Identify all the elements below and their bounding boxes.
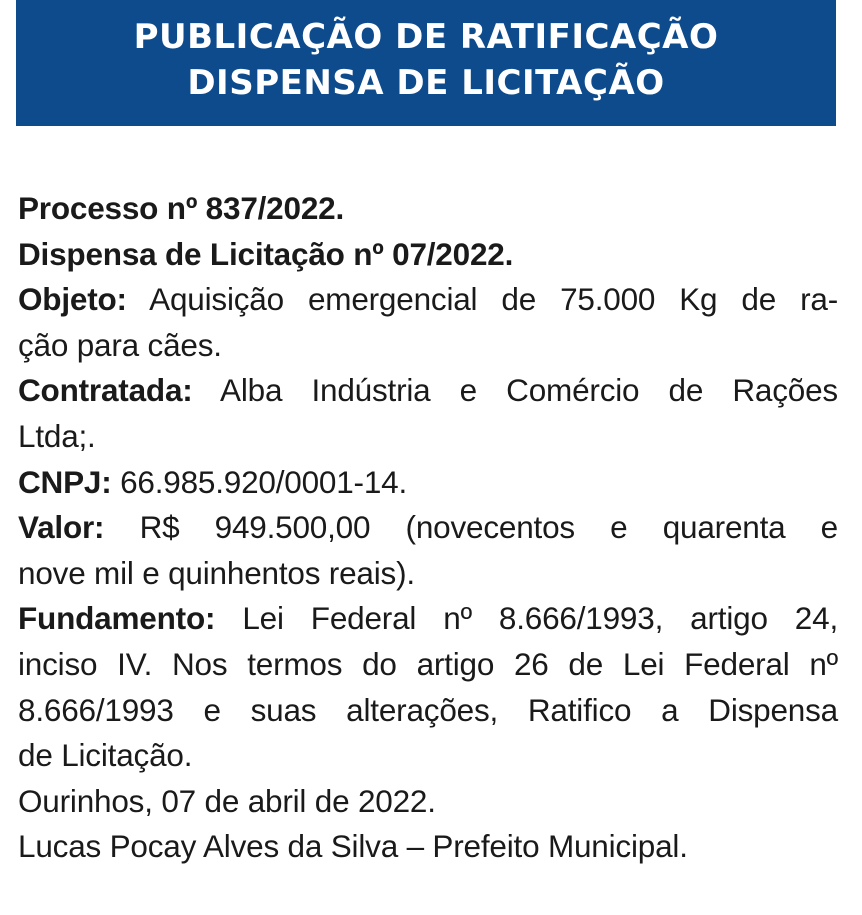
fundamento-text-1: Lei Federal nº 8.666/1993, artigo 24,: [215, 600, 838, 637]
contratada-line-1: [18, 368, 838, 414]
local-data-line: Ourinhos, 07 de abril de 2022.: [18, 782, 436, 819]
valor-text-1: R$ 949.500,00 (novecentos e quarenta e: [104, 509, 838, 546]
header-title-line-2: DISPENSA DE LICITAÇÃO: [187, 63, 665, 103]
assinatura-line: Lucas Pocay Alves da Silva – Prefeito Municipal.: [18, 828, 688, 865]
publication-header: [16, 0, 836, 126]
header-title-line-1: PUBLICAÇÃO DE RATIFICAÇÃO: [133, 17, 719, 57]
dispensa-line: Dispensa de Licitação nº 07/2022.: [18, 235, 514, 272]
fundamento-line-1: [18, 596, 838, 642]
cnpj-value: 66.985.920/0001-14.: [111, 463, 408, 500]
valor-label: Valor:: [18, 509, 105, 546]
cnpj-line: [18, 460, 838, 506]
cnpj-label: CNPJ:: [18, 463, 112, 500]
publication-body: [18, 186, 838, 870]
fundamento-line-2: inciso IV. Nos termos do artigo 26 de Lei Federal nº: [18, 645, 838, 682]
objeto-line-2: ção para cães.: [18, 326, 222, 363]
fundamento-label: Fundamento:: [18, 600, 216, 637]
objeto-text-1: Aquisição emergencial de 75.000 Kg de ra-: [126, 281, 838, 318]
valor-line-2: nove mil e quinhentos reais).: [18, 554, 415, 591]
fundamento-line-3: 8.666/1993 e suas alterações, Ratifico a Dispensa: [18, 691, 838, 728]
contratada-text-1: Alba Indústria e Comércio de Rações: [192, 372, 838, 409]
fundamento-line-4: de Licitação.: [18, 737, 193, 774]
processo-line: Processo nº 837/2022.: [18, 190, 345, 226]
objeto-label: Objeto:: [18, 281, 127, 318]
valor-line-1: [18, 505, 838, 551]
contratada-line-2: Ltda;.: [18, 417, 96, 454]
contratada-label: Contratada:: [18, 372, 193, 409]
objeto-line-1: [18, 277, 838, 323]
